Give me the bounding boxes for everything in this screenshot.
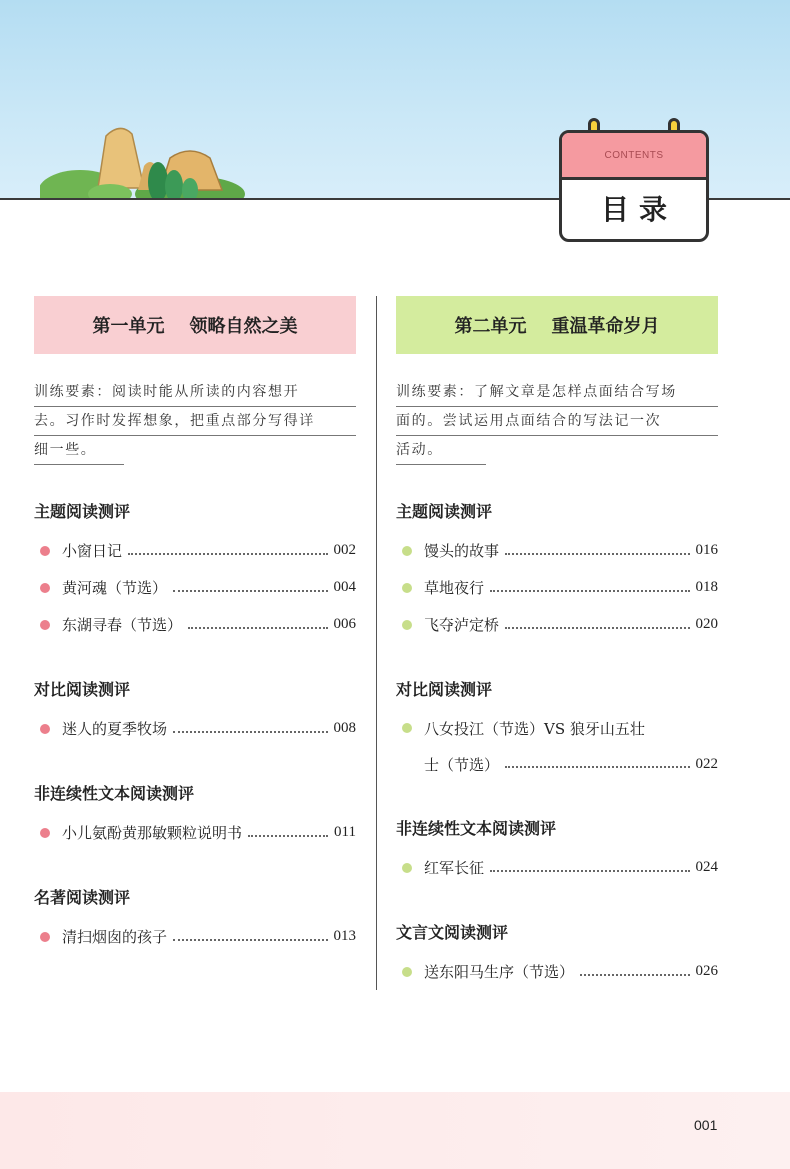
toc-item-title: 士（节选） <box>424 755 500 774</box>
mountain-illustration <box>40 118 250 200</box>
contents-calendar-badge <box>559 130 709 242</box>
toc-item-title: 飞夺泸定桥 <box>424 616 500 634</box>
toc-item[interactable] <box>396 710 718 746</box>
footer-band <box>0 1092 790 1169</box>
section-title: 对比阅读测评 <box>34 680 131 699</box>
dot-leader <box>173 590 327 592</box>
bullet-dot-icon <box>40 932 50 942</box>
unit-two-column <box>396 296 718 990</box>
requirement-line: 活动。 <box>396 436 486 465</box>
toc-item-page: 011 <box>334 824 356 840</box>
bullet-dot-icon <box>402 583 412 593</box>
contents-label: CONTENTS <box>604 149 664 161</box>
toc-item[interactable] <box>34 532 356 569</box>
bullet-dot-icon <box>402 967 412 977</box>
requirement-line: 细一些。 <box>34 436 124 465</box>
dot-leader <box>490 590 689 592</box>
toc-item-title: 黄河魂（节选） <box>62 579 168 597</box>
toc-item-title: 小儿氨酚黄那敏颗粒说明书 <box>62 824 243 842</box>
toc-item-page: 002 <box>333 542 356 558</box>
column-divider <box>376 296 377 990</box>
toc-item[interactable] <box>34 710 356 747</box>
section-title: 对比阅读测评 <box>396 680 493 699</box>
bullet-dot-icon <box>40 620 50 630</box>
section-title: 主题阅读测评 <box>396 502 493 521</box>
toc-item-page: 016 <box>695 542 718 558</box>
toc-item-title: 迷人的夏季牧场 <box>62 720 168 738</box>
toc-item-title: 红军长征 <box>424 859 485 877</box>
toc-item-page: 004 <box>333 579 356 595</box>
toc-item-page: 013 <box>333 928 356 944</box>
toc-item-title: 送东阳马生序（节选） <box>424 963 575 981</box>
bullet-dot-icon <box>402 863 412 873</box>
toc-item-title: 馒头的故事 <box>424 542 500 560</box>
dot-leader <box>173 939 327 941</box>
toc-item[interactable] <box>34 569 356 606</box>
toc-item[interactable] <box>34 606 356 643</box>
toc-item[interactable] <box>396 569 718 606</box>
page-title: 目录 <box>600 193 677 226</box>
toc-item-continued[interactable] <box>396 746 718 782</box>
toc-item[interactable] <box>396 606 718 643</box>
bullet-dot-icon <box>40 724 50 734</box>
toc-item-page: 006 <box>333 616 356 632</box>
requirement-line: 去。习作时发挥想象，把重点部分写得详 <box>34 407 356 436</box>
bullet-dot-icon <box>40 583 50 593</box>
toc-item[interactable] <box>396 532 718 569</box>
toc-item-title: 小窗日记 <box>62 542 123 560</box>
dot-leader <box>505 553 689 555</box>
dot-leader <box>188 627 327 629</box>
toc-item[interactable] <box>396 953 718 990</box>
section-title: 非连续性文本阅读测评 <box>34 784 195 803</box>
unit-one-requirements <box>34 378 356 465</box>
section-title: 名著阅读测评 <box>34 888 131 907</box>
toc-item-title: 清扫烟囱的孩子 <box>62 928 168 946</box>
toc-item-page: 020 <box>695 616 718 632</box>
unit-one-column <box>34 296 356 955</box>
bullet-dot-icon <box>40 546 50 556</box>
bullet-dot-icon <box>402 546 412 556</box>
dot-leader <box>248 835 328 837</box>
toc-item-title: 东湖寻春（节选） <box>62 616 183 634</box>
dot-leader <box>580 974 689 976</box>
toc-item-page: 024 <box>695 859 718 875</box>
toc-item-page: 018 <box>695 579 718 595</box>
requirement-line: 训练要素：了解文章是怎样点面结合写场 <box>396 378 718 407</box>
toc-item[interactable] <box>34 814 356 851</box>
toc-item[interactable] <box>34 918 356 955</box>
dot-leader <box>173 731 327 733</box>
dot-leader <box>128 553 327 555</box>
calendar-header <box>562 133 706 180</box>
bullet-dot-icon <box>40 828 50 838</box>
page-number: 001 <box>694 1117 718 1133</box>
section-title: 非连续性文本阅读测评 <box>396 819 557 838</box>
toc-item-title: 草地夜行 <box>424 579 485 597</box>
dot-leader <box>490 870 689 872</box>
toc-item-page: 008 <box>333 720 356 736</box>
bullet-dot-icon <box>402 620 412 630</box>
toc-item-page: 026 <box>695 963 718 979</box>
unit-two-banner: 第二单元 重温革命岁月 <box>396 296 718 354</box>
section-title: 文言文阅读测评 <box>396 923 509 942</box>
toc-item-title: 八女投江（节选）VS 狼牙山五壮 <box>424 719 645 738</box>
requirement-line: 面的。尝试运用点面结合的写法记一次 <box>396 407 718 436</box>
unit-one-banner: 第一单元 领略自然之美 <box>34 296 356 354</box>
toc-item[interactable] <box>396 849 718 886</box>
requirement-line: 训练要素：阅读时能从所读的内容想开 <box>34 378 356 407</box>
dot-leader <box>505 627 689 629</box>
bullet-dot-icon <box>402 723 412 733</box>
section-title: 主题阅读测评 <box>34 502 131 521</box>
toc-item-page: 022 <box>695 755 718 772</box>
dot-leader <box>505 766 689 768</box>
unit-two-requirements <box>396 378 718 465</box>
